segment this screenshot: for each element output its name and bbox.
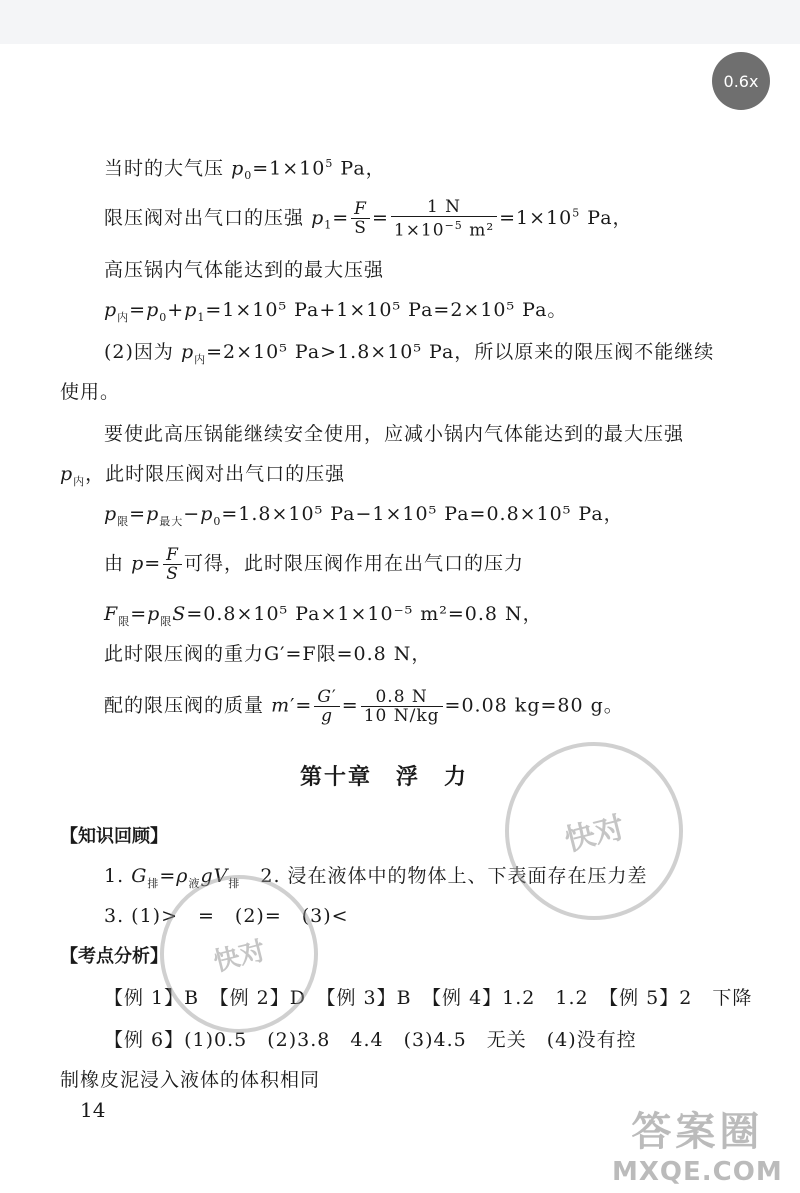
text-line: 使用。: [60, 381, 121, 403]
text-line: $p_内$，此时限压阀对出气口的压强: [60, 463, 346, 488]
analysis-answer-line: 制橡皮泥浸入液体的体积相同: [60, 1069, 321, 1091]
text-line: (2)因为 $p_内=2\times 10^5$ Pa>1.8×10⁵ Pa，所以原来的限压阀不能继续: [104, 341, 715, 366]
site-watermark: 答案圈 MXQE.COM: [612, 1109, 783, 1187]
review-answer-line: 1. $G_排=\rho_液gV_排$ 2. 浸在液体中的物体上、下表面存在压力差: [104, 865, 648, 890]
fraction: $\frac{F}{S}$: [351, 200, 370, 237]
fraction: $\frac{0.8 N}{10 N/kg}$: [361, 688, 443, 725]
analysis-answer-line: 【例 1】B 【例 2】D 【例 3】B 【例 4】1.2 1.2 【例 5】2 下降: [104, 987, 753, 1009]
analysis-answer-line: 【例 6】(1)0.5 (2)3.8 4.4 (3)4.5 无关 (4)没有控: [104, 1029, 637, 1051]
zoom-level-badge[interactable]: 0.6x: [712, 52, 770, 110]
text-line: 高压锅内气体能达到的最大压强: [104, 259, 385, 281]
text-line: 由 p= $\frac{F}{S}$ 可得，此时限压阀作用在出气口的压力: [104, 545, 524, 584]
text-line: 此时限压阀的重力G′=F限=0.8 N，: [104, 643, 432, 665]
fraction: $\frac{G'}{g}$: [314, 688, 339, 725]
text-line: 配的限压阀的质量 m′= $\frac{G'}{g}$ = $\frac{0.8 N}{10 N/kg}$ =0.08 kg=80 g。: [104, 687, 624, 726]
watermark-stamp: 快对: [143, 858, 335, 1050]
text-line: 当时的大气压 $p_0=1\times 10^5$ Pa，: [104, 157, 386, 183]
text-line: $p_限=p_{最大}-p_0=1.8\times 10^5$ Pa−1×10⁵ Pa=0.8×10⁵ Pa，: [104, 503, 624, 528]
section-heading-analysis: 【考点分析】: [60, 946, 168, 967]
review-answer-line: 3. (1)> = (2)= (3)<: [104, 905, 349, 927]
text-line: $p_内=p_0+p_1=1\times 10^5$ Pa+1×10⁵ Pa=2×10⁵ Pa。: [104, 299, 568, 324]
text-line: 要使此高压锅能继续安全使用，应减小锅内气体能达到的最大压强: [104, 423, 685, 445]
watermark-stamp: 快对: [486, 723, 702, 939]
page-number: 14: [80, 1098, 106, 1122]
section-heading-review: 【知识回顾】: [60, 826, 168, 847]
viewer-top-bar: [0, 0, 800, 44]
chapter-title: 第十章 浮 力: [300, 765, 469, 790]
text-line: $F_限=p_限S=0.8\times 10^5$ Pa×1×10⁻⁵ m²=0.8 N，: [104, 603, 543, 628]
text-line: 限压阀对出气口的压强 $p_1=$ $\frac{F}{S}$ = $\frac{1 N}{1\times 10^{-5} m^2}$ $=1\times 10^5$ Pa，: [104, 197, 633, 241]
fraction: $\frac{1 N}{1\times 10^{-5} m^2}$: [391, 198, 497, 240]
fraction: $\frac{F}{S}$: [163, 546, 182, 583]
